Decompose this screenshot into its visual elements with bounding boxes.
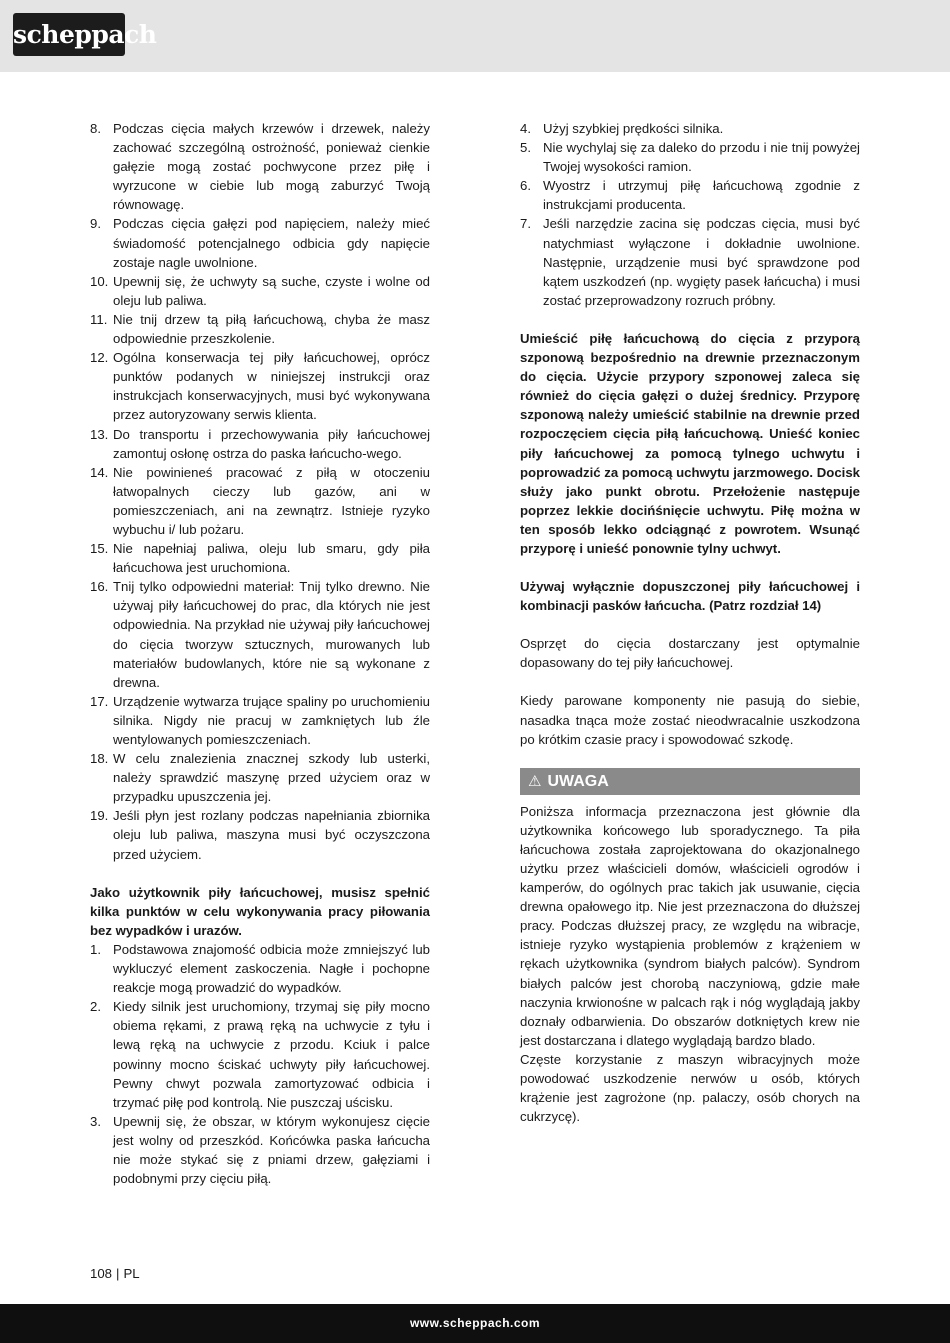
list-item-text: Jeśli płyn jest rozlany podczas napełniania zbiornika oleju lub paliwa, maszyna musi być oczyszczona przed użyciem. — [113, 808, 430, 862]
list-item — [90, 1112, 430, 1188]
list-item-text: Kiedy silnik jest uruchomiony, trzymaj się piły mocno obiema rękami, z prawą ręką na uchwycie z tyłu i lewą ręką na uchwycie z przodu. Kciuk i palce powinny mocno ściskać uchwyty piły łańcuchowej. Pewny chwyt pozwala zamortyzować odbicia i trzymać piłę pod kontrolą. Nie puszczaj uścisku. — [113, 999, 430, 1110]
safety-list-4-7 — [520, 119, 860, 310]
list-item — [90, 348, 430, 424]
page-number-value: 108 — [90, 1266, 113, 1281]
list-item-number: 4. — [520, 121, 531, 136]
right-column — [520, 119, 860, 1126]
list-item-text: Upewnij się, że obszar, w którym wykonujesz cięcie jest wolny od przeszkód. Końcówka paska łańcucha nie może stykać się z pniami drzew, gałęziami i podobnymi przy cięciu piłą. — [113, 1113, 430, 1187]
list-item-number: 8. — [90, 121, 101, 136]
list-item-number: 11. — [90, 311, 108, 327]
list-item-number: 6. — [520, 178, 531, 194]
list-item-number: 9. — [90, 216, 101, 232]
list-item-number: 7. — [520, 216, 531, 232]
list-item-number: 5. — [520, 140, 531, 156]
list-item — [90, 749, 430, 806]
brand-logo: scheppach — [13, 13, 125, 56]
footer-url[interactable]: www.scheppach.com — [409, 1316, 541, 1330]
list-item-number: 18. — [90, 751, 109, 767]
list-item-text: Upewnij się, że uchwyty są suche, czyste i wolne od oleju lub paliwa. — [113, 273, 430, 308]
safety-list-8-19 — [90, 119, 430, 864]
list-item — [90, 214, 430, 271]
accessory-paragraph: Osprzęt do cięcia dostarczany jest optymalnie dopasowany do tej piły łańcuchowej. — [520, 636, 860, 671]
list-item-number: 2. — [90, 999, 101, 1015]
list-item — [520, 176, 860, 214]
safety-list-1-3 — [90, 940, 430, 1188]
list-item-number: 3. — [90, 1113, 101, 1129]
claw-support-instructions: Umieścić piłę łańcuchową do cięcia z przyporą szponową bezpośrednio na drewnie przeznaczonym do cięcia. Użycie przypory szponowej zaleca się również do cięcia gałęzi o dużej średnicy. Przyporę szponową należy umieścić stabilnie na drewnie przed rozpoczęciem cięcia piłą łańcuchową. Unieść koniec piły łańcuchowej za pomocą tylnego uchwytu i poprowadzić za pomocą uchwytu jarzmowego. Docisk służy jako punkt obrotu. Przełożenie następuje poprzez lekkie docińśnięcie uchwytu. Piłę można w ten sposób lekko odciągnąć z powrotem. Wsunąć przyporę i unieść ponownie tylny uchwyt. — [520, 330, 861, 556]
list-item — [90, 806, 430, 863]
warning-paragraph-2: Częste korzystanie z maszyn wibracyjnych może powodować uszkodzenie nerwów u osób, których krążenie jest zagrożone (np. palaczy, osób chorych na cukrzycę). — [520, 1051, 860, 1125]
list-item-number: 14. — [90, 464, 109, 480]
list-item-text: Do transportu i przechowywania piły łańcuchowej zamontuj osłonę ostrza do paska łańcucho-wego. — [113, 426, 430, 461]
list-item — [90, 539, 430, 577]
list-item-number: 16. — [90, 579, 109, 595]
page-footer — [0, 1304, 950, 1343]
list-item-number: 10. — [90, 273, 109, 289]
list-item-text: Podczas cięcia gałęzi pod napięciem, należy mieć świadomość potencjalnego odbicia gdy napięcie zostaje nagle uwolnione. — [113, 216, 430, 270]
list-item-text: Nie tnij drzew tą piłą łańcuchową, chyba że masz odpowiednie przeszkolenie. — [113, 311, 430, 347]
list-item-text: Wyostrz i utrzymuj piłę łańcuchową zgodnie z instrukcjami producenta. — [543, 178, 860, 213]
list-item — [90, 940, 430, 997]
list-item-text: Nie napełniaj paliwa, oleju lub smaru, gdy piła łańcuchowa jest uruchomiona. — [113, 541, 430, 576]
list-item-text: Nie powinieneś pracować z piłą w otoczeniu łatwopalnych cieczy lub gazów, ani w pomieszczeniach, ani na zewnątrz. Istnieje ryzyko wybuchu i/ lub pożaru. — [113, 464, 430, 537]
list-item — [90, 463, 430, 539]
list-item-number: 19. — [90, 808, 109, 824]
list-item — [90, 997, 430, 1112]
warning-paragraph: Poniższa informacja przeznaczona jest głównie dla użytkownika końcowego lub sporadycznego. Ta piła łańcuchowa została zaprojektowana do okazjonalnego użytku przez właścicieli domów, właścicieli ogrodów i kamperów, do ogólnych prac takich jak usuwanie, cięcia drewna opałowego itp. Nie jest przeznaczona do dłuższej pracy. Podczas dłuższej pracy, ze względu na wibracje, istnieje ryzyko wystąpienia problemów z krążeniem w rękach użytkownika (syndrom białych palców). Syndrom białych palców jest chorobą naczyniową, gdzie małe naczynia krwionośne w palcach rąk i nóg wyglądają jakby doznały odbarwienia. Do obszarów dotkniętych krew nie jest dostarczana i dlatego wyglądają bardzo blado. — [520, 803, 860, 1048]
warning-triangle-icon: ⚠ — [528, 772, 542, 790]
list-item — [90, 119, 430, 214]
list-item — [90, 425, 430, 463]
list-item — [520, 214, 860, 309]
list-item-text: Tnij tylko odpowiedni materiał: Tnij tylko drewno. Nie używaj piły łańcuchowej do prac, dla których nie jest odpowiednia. Na przykład nie używaj piły łańcuchowej do cięcia tworzyw sztucznych, murowanych lub materiałów budowlanych, które nie są wykonane z drewna. — [113, 579, 430, 690]
list-item-text: Nie wychylaj się za daleko do przodu i nie tnij powyżej Twojej wysokości ramion. — [543, 140, 860, 175]
list-item-number: 1. — [90, 941, 101, 957]
left-column — [90, 119, 430, 1188]
warning-title: UWAGA — [547, 772, 609, 790]
page-language: PL — [123, 1266, 140, 1281]
list-item — [90, 310, 430, 348]
page-header — [0, 0, 950, 72]
list-item-text: W celu znalezienia znacznej szkody lub usterki, należy sprawdzić maszynę przed użyciem oraz w przypadku upuszczenia jej. — [113, 751, 430, 805]
list-item-number: 15. — [90, 541, 109, 557]
chainsaw-user-intro: Jako użytkownik piły łańcuchowej, musisz spełnić kilka punktów w celu wykonywania pracy piłowania bez wypadków i urazów. — [90, 884, 430, 938]
list-item-number: 17. — [90, 693, 109, 709]
list-item-text: Ogólna konserwacja tej piły łańcuchowej, oprócz punktów podanych w niniejszej instrukcji oraz instrukcjach konserwacyjnych, musi być wykonywana przez autoryzowany serwis klienta. — [113, 350, 430, 423]
approved-combination-note: Używaj wyłącznie dopuszczonej piły łańcuchowej i kombinacji pasków łańcucha. (Patrz rozdział 14) — [520, 579, 860, 614]
list-item — [520, 138, 860, 176]
page-number — [90, 1266, 140, 1281]
mismatched-components-paragraph: Kiedy parowane komponenty nie pasują do siebie, nasadka tnąca może zostać nieodwracalnie uszkodzona po krótkim czasie pracy i spowodować szkodę. — [520, 693, 860, 747]
page-number-separator: | — [116, 1266, 120, 1281]
warning-heading — [520, 768, 860, 795]
list-item — [520, 119, 860, 138]
list-item-number: 12. — [90, 350, 109, 366]
list-item-text: Jeśli narzędzie zacina się podczas cięcia, musi być natychmiast wyłączone i dokładnie uwolnione. Następnie, urządzenie musi być sprawdzone pod kątem uszkodzeń (np. wygięty pasek łańcucha) i musi zostać przeprowadzony rozruch próbny. — [543, 216, 860, 308]
list-item-text: Urządzenie wytwarza trujące spaliny po uruchomieniu silnika. Nigdy nie pracuj w zamkniętych lub źle wentylowanych pomieszczeniach. — [113, 693, 430, 747]
list-item — [90, 692, 430, 749]
list-item-number: 13. — [90, 426, 109, 442]
list-item-text: Podstawowa znajomość odbicia może zmniejszyć lub wykluczyć element zaskoczenia. Nagłe i pochopne reakcje mogą prowadzić do wypadków. — [113, 941, 430, 996]
list-item — [90, 577, 430, 692]
list-item — [90, 272, 430, 310]
list-item-text: Podczas cięcia małych krzewów i drzewek, należy zachować szczególną ostrożność, ponieważ cienkie gałęzie mogą zostać pochwycone przez piłę i wyrzucone w ciebie lub mogą zaburzyć Twoją równowagę. — [113, 121, 430, 213]
list-item-text: Użyj szybkiej prędkości silnika. — [543, 121, 724, 136]
